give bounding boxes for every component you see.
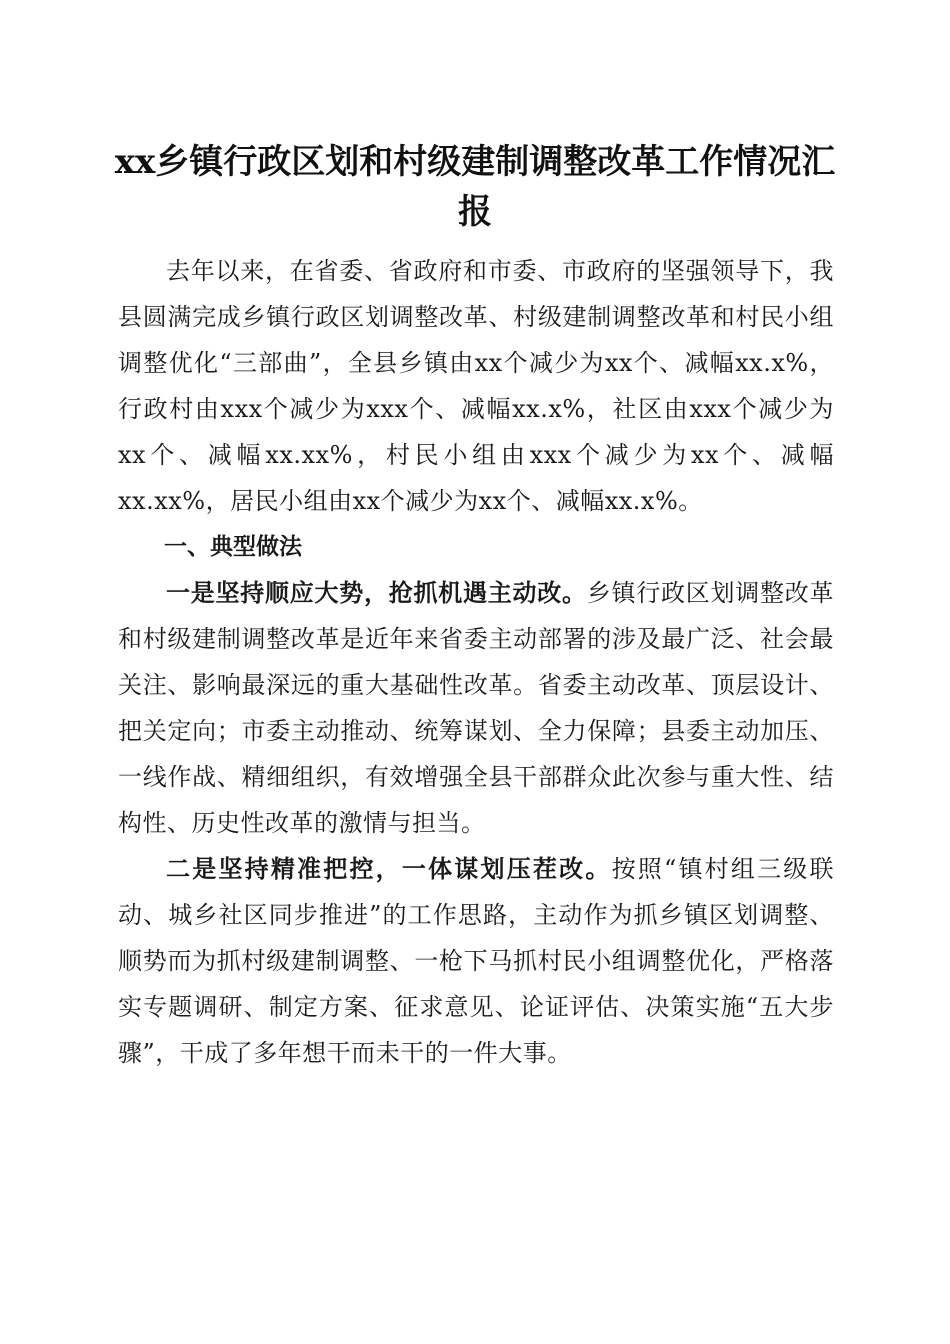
intro-paragraph: 去年以来，在省委、省政府和市委、市政府的坚强领导下，我县圆满完成乡镇行政区划调整改革、村级建制调整改革和村民小组调整优化“三部曲”，全县乡镇由xx个减少为xx个、减幅xx.x%，行政村由xxx个减少为xxx个、减幅xx.x%，社区由xxx个减少为xx个、减幅xx.xx%，村民小组由xxx个减少为xx个、减幅xx.xx%，居民小组由xx个减少为xx个、减幅xx.x%。: [118, 257, 834, 515]
item-lead-2: 二是坚持精准把控，一体谋划压茬改。: [166, 854, 612, 883]
document-body: [118, 248, 834, 1076]
item-lead-1: 一是坚持顺应大势，抢抓机遇主动改。: [166, 578, 587, 607]
item-paragraph-2: [118, 846, 834, 1076]
item-text-2: 按照“镇村组三级联动、城乡社区同步推进”的工作思路，主动作为抓乡镇区划调整、顺势而为抓村级建制调整、一枪下马抓村民小组调整优化，严格落实专题调研、制定方案、征求意见、论证评估、决策实施“五大步骤”，干成了多年想干而未干的一件大事。: [118, 855, 835, 1067]
item-paragraph-1: [118, 570, 834, 846]
item-text-1: 乡镇行政区划调整改革和村级建制调整改革是近年来省委主动部署的涉及最广泛、社会最关注、影响最深远的重大基础性改革。省委主动改革、顶层设计、把关定向；市委主动推动、统筹谋划、全力保障；县委主动加压、一线作战、精细组织，有效增强全县干部群众此次参与重大性、结构性、历史性改革的激情与担当。: [118, 579, 834, 837]
section-heading: 一、典型做法: [164, 534, 302, 560]
document-title: xx乡镇行政区划和村级建制调整改革工作情况汇报: [114, 142, 836, 232]
